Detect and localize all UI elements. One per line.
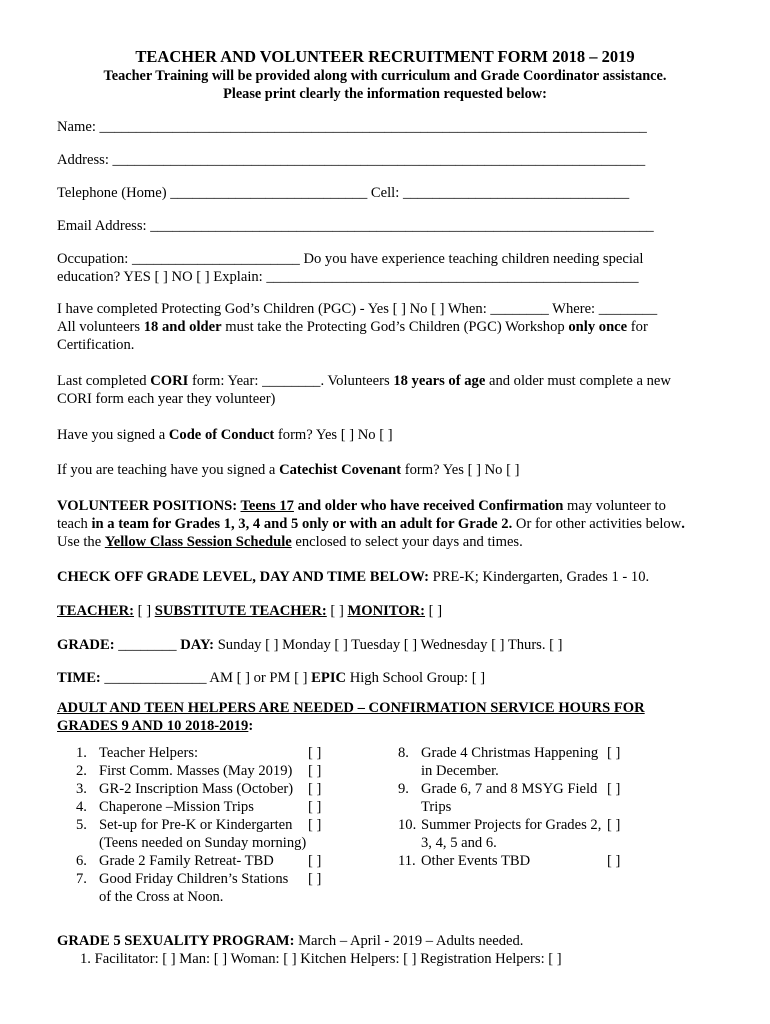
list-item-label: Chaperone –Mission Trips xyxy=(99,799,254,815)
form-subtitle-instructions: Please print clearly the information requested below: xyxy=(223,86,547,102)
list-item[interactable] xyxy=(398,744,598,762)
list-item-label: in December. xyxy=(421,763,499,779)
telephone-field[interactable]: Telephone (Home) ___________________________ Cell: _______________________________ xyxy=(57,185,630,201)
helpers-heading-grades: GRADES 9 AND 10 2018-2019: xyxy=(57,718,254,734)
list-item-number: 3. xyxy=(76,781,87,797)
list-item-label: Summer Projects for Grades 2, xyxy=(421,817,602,833)
form-title: TEACHER AND VOLUNTEER RECRUITMENT FORM 2018 – 2019 xyxy=(135,47,635,66)
list-item[interactable] xyxy=(76,780,293,798)
substitute-teacher-checkbox[interactable]: [ ] xyxy=(326,603,348,619)
code-of-conduct-question[interactable]: Have you signed a Code of Conduct form? Yes [ ] No [ ] xyxy=(57,427,393,443)
cori-note: CORI form each year they volunteer) xyxy=(57,391,276,407)
list-item[interactable] xyxy=(76,762,292,780)
list-item[interactable] xyxy=(76,816,292,834)
address-field[interactable]: Address: _________________________________________________________________________ xyxy=(57,152,646,168)
list-item-checkbox[interactable]: [ ] xyxy=(607,853,621,869)
pgc-certification-note: Certification. xyxy=(57,337,135,353)
list-item-checkbox[interactable]: [ ] xyxy=(308,871,322,887)
teacher-checkbox[interactable]: [ ] xyxy=(134,603,155,619)
list-item-number: 10. xyxy=(398,817,417,833)
list-item-checkbox[interactable]: [ ] xyxy=(308,781,322,797)
pgc-completed-question[interactable]: I have completed Protecting God’s Children (PGC) - Yes [ ] No [ ] When: ________ Where: ________ xyxy=(57,301,658,317)
list-item-label: Grade 2 Family Retreat- TBD xyxy=(99,853,274,869)
list-item xyxy=(398,834,497,852)
list-item[interactable] xyxy=(76,744,198,762)
substitute-teacher-label: SUBSTITUTE TEACHER: xyxy=(154,603,327,619)
teacher-label: TEACHER: xyxy=(57,603,135,619)
list-item-label: (Teens needed on Sunday morning) xyxy=(99,835,307,851)
time-selection[interactable]: TIME: ______________ AM [ ] or PM [ ] EPIC High School Group: [ ] xyxy=(57,670,486,686)
list-item-number: 9. xyxy=(398,781,409,797)
role-selection[interactable] xyxy=(57,602,442,620)
volunteer-positions-heading: VOLUNTEER POSITIONS: Teens 17 and older who have received Confirmation may volunteer to xyxy=(57,498,666,514)
grade5-roles[interactable]: 1. Facilitator: [ ] Man: [ ] Woman: [ ] Kitchen Helpers: [ ] Registration Helpers: [ ] xyxy=(80,951,562,967)
special-education-question[interactable]: education? YES [ ] NO [ ] Explain: ___________________________________________________ xyxy=(57,269,639,285)
occupation-field[interactable]: Occupation: _______________________ Do you have experience teaching children needing special xyxy=(57,251,644,267)
list-item-number: 7. xyxy=(76,871,87,887)
list-item-number: 5. xyxy=(76,817,87,833)
helpers-heading: ADULT AND TEEN HELPERS ARE NEEDED – CONFIRMATION SERVICE HOURS FOR xyxy=(57,700,645,716)
list-item xyxy=(76,834,306,852)
list-item-label: of the Cross at Noon. xyxy=(99,889,224,905)
list-item[interactable] xyxy=(76,852,274,870)
list-item-checkbox[interactable]: [ ] xyxy=(607,817,621,833)
list-item-label: Trips xyxy=(421,799,452,815)
check-off-heading: CHECK OFF GRADE LEVEL, DAY AND TIME BELOW: PRE-K; Kindergarten, Grades 1 - 10. xyxy=(57,569,650,585)
list-item-number: 1. xyxy=(76,745,87,761)
list-item-number: 4. xyxy=(76,799,87,815)
list-item[interactable] xyxy=(398,852,530,870)
list-item-number: 8. xyxy=(398,745,409,761)
email-field[interactable]: Email Address: _____________________________________________________________________ xyxy=(57,218,654,234)
list-item-label: Grade 6, 7 and 8 MSYG Field xyxy=(421,781,598,797)
volunteer-positions-teach: teach in a team for Grades 1, 3, 4 and 5 only or with an adult for Grade 2. Or for other activities below. xyxy=(57,516,685,532)
grade-day-selection[interactable]: GRADE: ________ DAY: Sunday [ ] Monday [ ] Tuesday [ ] Wednesday [ ] Thurs. [ ] xyxy=(57,637,563,653)
catechist-covenant-question[interactable]: If you are teaching have you signed a Catechist Covenant form? Yes [ ] No [ ] xyxy=(57,462,520,478)
list-item-label: GR-2 Inscription Mass (October) xyxy=(99,781,294,797)
list-item[interactable] xyxy=(398,780,597,798)
cori-question[interactable]: Last completed CORI form: Year: ________. Volunteers 18 years of age and older must complete a new xyxy=(57,373,671,389)
list-item-label: 3, 4, 5 and 6. xyxy=(421,835,497,851)
list-item-checkbox[interactable]: [ ] xyxy=(607,781,621,797)
volunteer-positions-schedule: Use the Yellow Class Session Schedule enclosed to select your days and times. xyxy=(57,534,523,550)
list-item-number: 11. xyxy=(398,853,416,869)
list-item-checkbox[interactable]: [ ] xyxy=(308,853,322,869)
list-item-label: Grade 4 Christmas Happening xyxy=(421,745,599,761)
monitor-label: MONITOR: xyxy=(347,603,426,619)
list-item[interactable] xyxy=(76,870,288,888)
name-field[interactable]: Name: ___________________________________________________________________________ xyxy=(57,119,647,135)
list-item[interactable] xyxy=(76,798,254,816)
list-item-checkbox[interactable]: [ ] xyxy=(308,763,322,779)
list-item-label: First Comm. Masses (May 2019) xyxy=(99,763,293,779)
list-item-checkbox[interactable]: [ ] xyxy=(308,817,322,833)
list-item-label: Other Events TBD xyxy=(421,853,531,869)
grade5-heading: GRADE 5 SEXUALITY PROGRAM: March – April - 2019 – Adults needed. xyxy=(57,933,524,949)
list-item-number: 2. xyxy=(76,763,87,779)
list-item-label: Set-up for Pre-K or Kindergarten xyxy=(99,817,293,833)
list-item-checkbox[interactable]: [ ] xyxy=(607,745,621,761)
monitor-checkbox[interactable]: [ ] xyxy=(425,603,443,619)
list-item[interactable] xyxy=(398,816,601,834)
pgc-requirement-note: All volunteers 18 and older must take the Protecting God’s Children (PGC) Workshop only once for xyxy=(57,319,648,335)
form-subtitle-training: Teacher Training will be provided along with curriculum and Grade Coordinator assistance. xyxy=(103,68,667,84)
list-item-number: 6. xyxy=(76,853,87,869)
list-item-checkbox[interactable]: [ ] xyxy=(308,745,322,761)
list-item xyxy=(398,762,499,780)
list-item-label: Teacher Helpers: xyxy=(99,745,199,761)
list-item-checkbox[interactable]: [ ] xyxy=(308,799,322,815)
list-item-label: Good Friday Children’s Stations xyxy=(99,871,289,887)
list-item xyxy=(76,888,223,906)
list-item xyxy=(398,798,451,816)
